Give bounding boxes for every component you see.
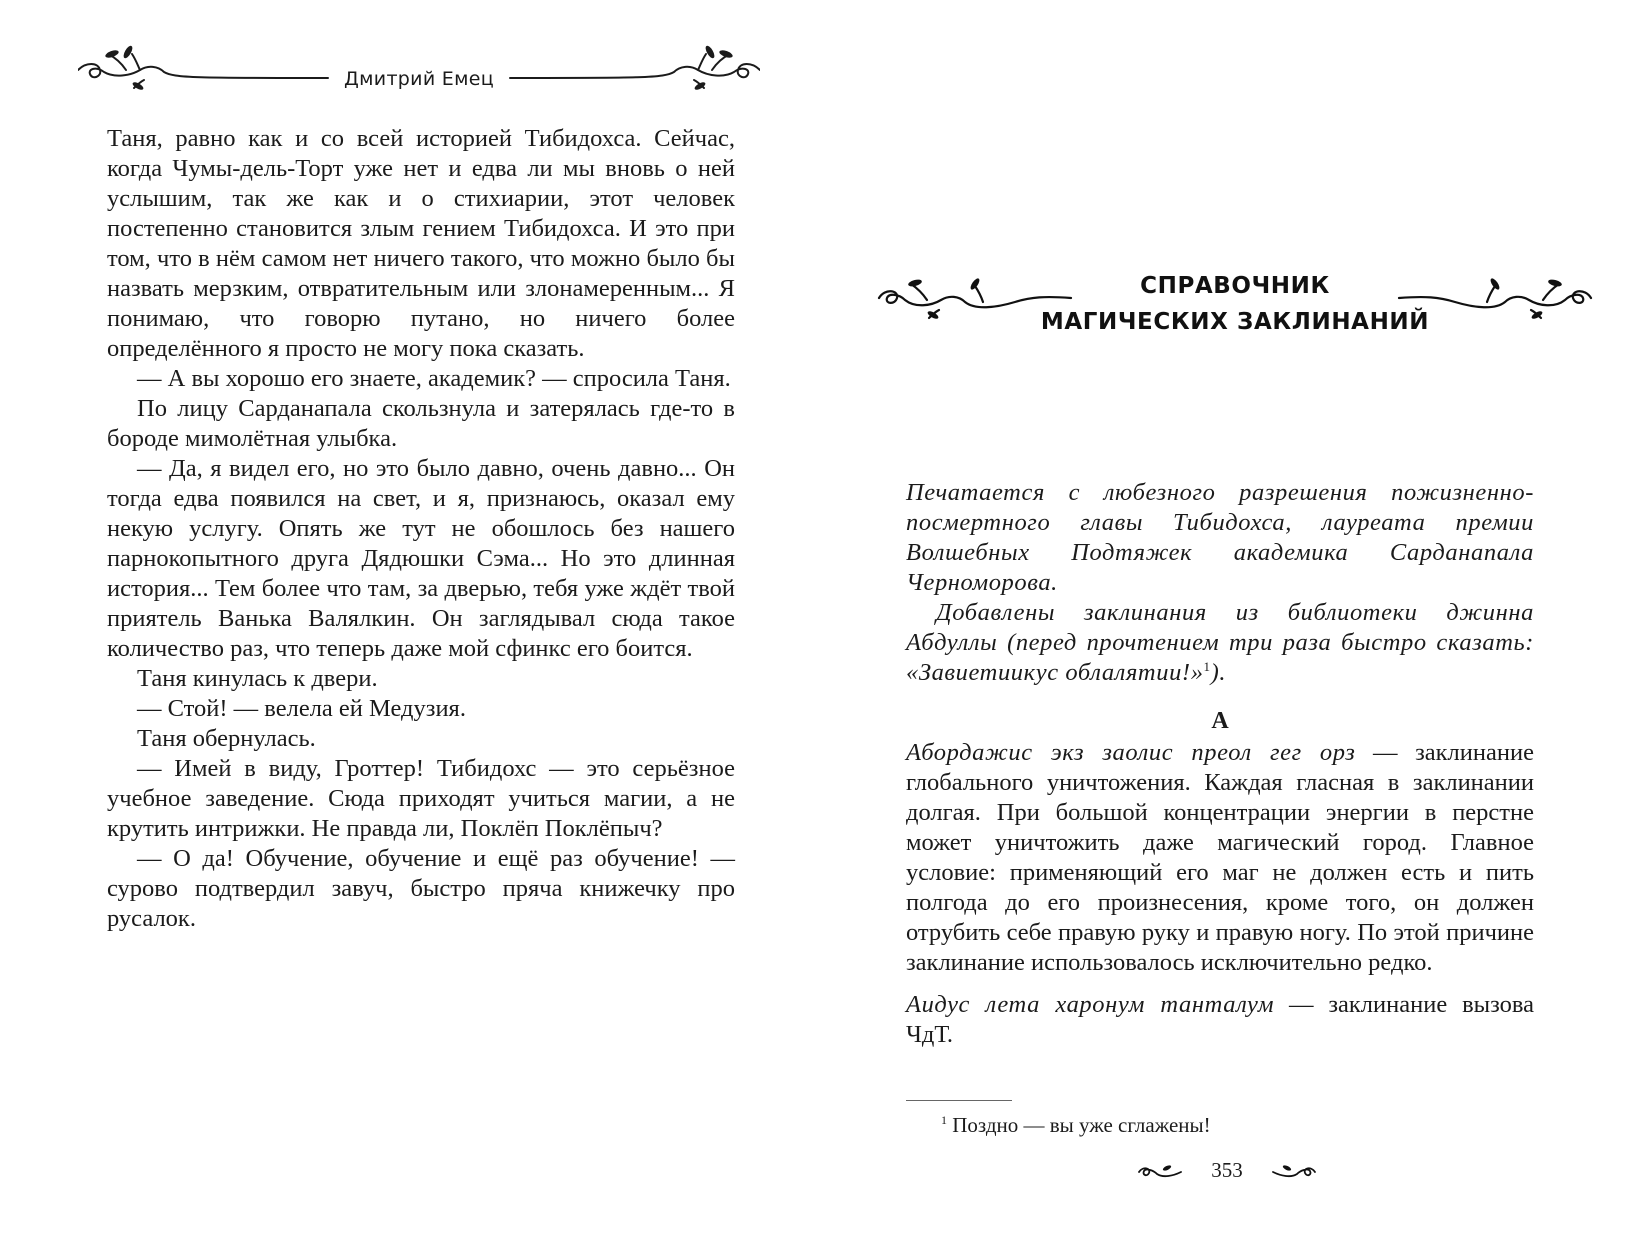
chapter-title-line2: МАГИЧЕСКИХ ЗАКЛИНАНИЙ (1040, 309, 1430, 335)
intro-text-end: ). (1210, 659, 1227, 686)
footnote-reference[interactable]: 1 (1203, 658, 1211, 674)
chapter-heading (875, 258, 1595, 348)
paragraph: — Стой! — велела ей Медузия. (137, 695, 466, 722)
section-letter: А (1211, 708, 1229, 734)
page-number-block (1137, 1156, 1317, 1186)
paragraph: — Да, я видел его, но это было давно, очень давно... Он тогда едва появился на свет, и я, признаюсь, оказал ему некую услугу. Опять же тут не обошлось без нашего парнокопытного друга Дядюшки Сэма... Но это длинная история... Тем более что там, за дверью, тебя уже ждёт твой приятель Ванька Валялкин. Он заглядывал сюда такое количество раз, что теперь даже мой сфинкс его боится. (107, 455, 735, 662)
paragraph: Таня кинулась к двери. (137, 665, 378, 692)
paragraph: По лицу Сарданапала скользнула и затерялась где-то в бороде мимолётная улыбка. (107, 395, 735, 452)
footnote-divider (906, 1100, 1012, 1101)
paragraph: Таня обернулась. (137, 725, 316, 752)
footnote-marker: 1 (941, 1113, 947, 1127)
left-body-text (107, 124, 735, 934)
author-name: Дмитрий Емец (344, 68, 494, 90)
intro-paragraph: Печатается с любезного разрешения пожизненно-посмертного главы Тибидохса, лауреата премии Волшебных Подтяжек академика Сарданапала Черноморова. (906, 479, 1534, 596)
spell-definition: — заклинание вызова ЧдТ. (906, 991, 1535, 1048)
folio-flourish-left-icon (1137, 1162, 1183, 1182)
paragraph: — О да! Обучение, обучение и ещё раз обучение! — сурово подтвердил завуч, быстро пряча книжечку про русалок. (107, 845, 735, 932)
chapter-title (1025, 268, 1445, 340)
right-page (815, 0, 1630, 1252)
spell-name: Абордажис экз заолис преол гег орз (906, 739, 1356, 766)
running-header (78, 44, 760, 94)
spell-definition: — заклинание глобального уничтожения. Каждая гласная в заклинании долгая. При большой концентрации энергии в перстне может уничтожить даже магический город. Главное условие: применяющий его маг не должен есть и пить полгода до его произнесения, кроме того, он должен отрубить себе правую руку и правую ногу. По этой причине заклинание использовалось исключительно редко. (906, 739, 1534, 976)
footnote-text: Поздно — вы уже сглажены! (947, 1113, 1211, 1137)
intro-text-span: Добавлены заклинания из библиотеки джинна Абдуллы (перед прочтением три раза быстро сказать: «Завиетиикус облалятии!» (906, 599, 1534, 686)
intro-paragraph (906, 598, 1534, 688)
intro-text (906, 478, 1534, 688)
heading-flourish-right-icon (1395, 274, 1595, 320)
paragraph: — А вы хорошо его знаете, академик? — спросила Таня. (137, 365, 731, 392)
spell-name: Аидус лета харонум танталум (906, 991, 1275, 1018)
spell-entries (906, 738, 1534, 1062)
paragraph: — Имей в виду, Гроттер! Тибидохс — это серьёзное учебное заведение. Сюда приходят учиться магии, а не крутить интрижки. Не правда ли, Поклёп Поклёпыч? (107, 755, 735, 842)
paragraph: Таня, равно как и со всей историей Тибидохса. Сейчас, когда Чумы-дель-Торт уже нет и едва ли мы вновь о ней услышим, так же как и о стихиарии, этот человек постепенно становится злым гением Тибидохса. И это при том, что в нём самом нет ничего такого, что можно было бы назвать мерзким, отвратительным или злонамеренным... Я понимаю, что говорю путано, но ничего более определённого я просто не могу пока сказать. (107, 125, 735, 362)
footnote (941, 1112, 1211, 1138)
folio-flourish-right-icon (1271, 1162, 1317, 1182)
spell-entry (906, 738, 1534, 978)
page-number: 353 (1211, 1158, 1243, 1182)
chapter-title-line1: СПРАВОЧНИК (1140, 273, 1330, 299)
spell-entry (906, 990, 1534, 1050)
